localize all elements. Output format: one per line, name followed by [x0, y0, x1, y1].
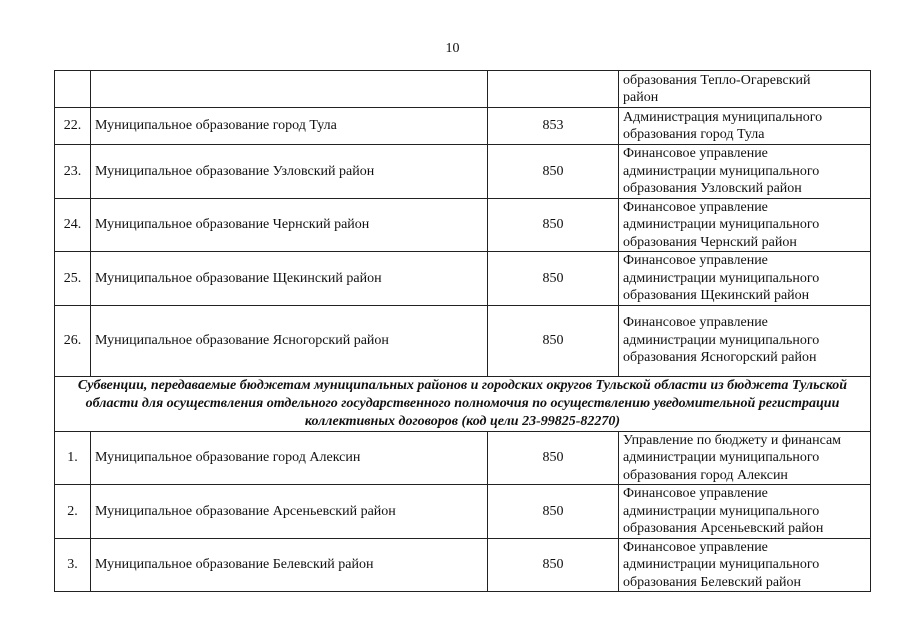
administrator-line: образования Тепло-Огаревский — [623, 72, 811, 88]
administrator-name — [619, 198, 871, 252]
budget-code: 850 — [488, 538, 619, 592]
row-number: 25. — [55, 252, 91, 306]
administrator-line: Финансовое управление — [623, 146, 768, 161]
administrator-line: администрации муниципального — [623, 557, 820, 572]
page-number: 10 — [445, 41, 460, 56]
budget-code: 853 — [488, 108, 619, 145]
administrator-line: Управление по бюджету и финансам — [623, 432, 842, 448]
budget-code: 850 — [488, 198, 619, 252]
administrator-line: образования Чернский район — [623, 234, 797, 250]
administrator-line: администрации муниципального — [623, 450, 820, 465]
municipality-name: Муниципальное образование город Тула — [91, 108, 488, 145]
administrator-line: администрации муниципального — [623, 503, 820, 519]
section-header-row — [55, 376, 871, 431]
row-number: 26. — [55, 305, 91, 376]
administrator-line: образования город Тула — [623, 127, 765, 142]
table-row — [55, 108, 871, 145]
administrator-line: образования Щекинский район — [623, 288, 810, 303]
budget-code: 850 — [488, 145, 619, 199]
administrator-line: Финансовое управление — [623, 315, 768, 331]
budget-code: 850 — [488, 431, 619, 485]
administrator-name — [619, 485, 871, 539]
municipality-name: Муниципальное образование Узловский район — [91, 145, 488, 199]
administrator-line: администрации муниципального — [623, 332, 820, 348]
administrator-line: администрации муниципального — [623, 270, 820, 286]
row-number: 24. — [55, 198, 91, 252]
table-row — [55, 71, 871, 108]
table-row — [55, 198, 871, 252]
administrator-name — [619, 305, 871, 376]
section-title: Субвенции, передаваемые бюджетам муниципальных районов и городских округов Тульской области из бюджета Тульской области для осуществления отдельного государственного полномочия по осуществлению уведомительной регистрации коллективных договоров (код цели 23-99825-82270) — [55, 376, 871, 431]
row-number — [55, 71, 91, 108]
administrator-line: Администрация муниципального — [623, 109, 823, 125]
table-row — [55, 538, 871, 592]
administrator-line: Финансовое управление — [623, 539, 768, 555]
table-row — [55, 431, 871, 485]
allocation-table — [54, 70, 871, 592]
administrator-name — [619, 71, 871, 108]
administrator-line: образования город Алексин — [623, 467, 788, 483]
administrator-name — [619, 431, 871, 485]
administrator-line: образования Ясногорский район — [623, 350, 817, 366]
row-number: 22. — [55, 108, 91, 145]
administrator-line: образования Белевский район — [623, 574, 802, 590]
budget-code: 850 — [488, 252, 619, 306]
municipality-name: Муниципальное образование Щекинский район — [91, 252, 488, 306]
table-row — [55, 145, 871, 199]
budget-code — [488, 71, 619, 108]
row-number: 23. — [55, 145, 91, 199]
municipality-name: Муниципальное образование город Алексин — [91, 431, 488, 485]
table-row — [55, 485, 871, 539]
administrator-line: Финансовое управление — [623, 253, 768, 268]
row-number: 1. — [55, 431, 91, 485]
administrator-line: Финансовое управление — [623, 199, 768, 215]
row-number: 3. — [55, 538, 91, 592]
municipality-name: Муниципальное образование Арсеньевский район — [91, 485, 488, 539]
administrator-line: Финансовое управление — [623, 486, 768, 501]
row-number: 2. — [55, 485, 91, 539]
administrator-line: район — [623, 90, 659, 105]
municipality-name: Муниципальное образование Ясногорский район — [91, 305, 488, 376]
administrator-name — [619, 538, 871, 592]
municipality-name: Муниципальное образование Белевский район — [91, 538, 488, 592]
table-row — [55, 305, 871, 376]
administrator-name — [619, 145, 871, 199]
municipality-name — [91, 71, 488, 108]
table-row — [55, 252, 871, 306]
municipality-name: Муниципальное образование Чернский район — [91, 198, 488, 252]
administrator-name — [619, 108, 871, 145]
administrator-line: образования Узловский район — [623, 181, 802, 196]
administrator-line: администрации муниципального — [623, 163, 820, 179]
administrator-line: образования Арсеньевский район — [623, 521, 824, 536]
budget-code: 850 — [488, 485, 619, 539]
administrator-line: администрации муниципального — [623, 217, 820, 232]
budget-code: 850 — [488, 305, 619, 376]
administrator-name — [619, 252, 871, 306]
